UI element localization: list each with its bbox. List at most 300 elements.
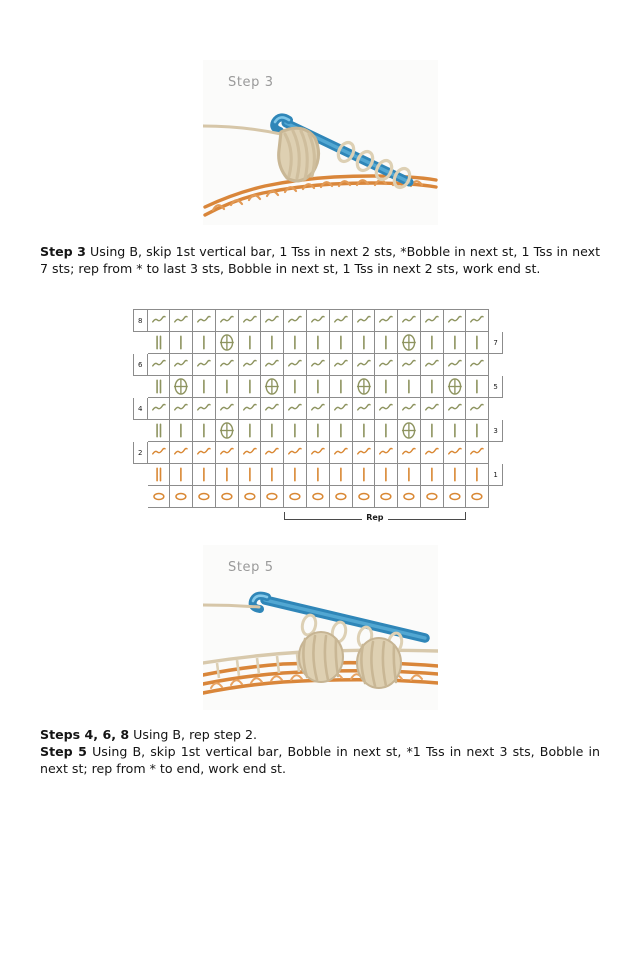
- bobble-oval: [398, 332, 420, 353]
- return-stitch-squiggle: [307, 398, 329, 419]
- chart-cell-r5-c9-tss: [329, 376, 352, 398]
- tunisian-simple-stitch-bar: [330, 332, 352, 353]
- chart-cell-r5-c3-tss: [193, 376, 216, 398]
- chart-row-8: [134, 310, 503, 332]
- return-stitch-squiggle: [398, 354, 420, 375]
- tunisian-simple-stitch-bar: [193, 464, 215, 485]
- tunisian-simple-stitch-bar: [307, 332, 329, 353]
- chart-cell-r2-c8-return: [307, 442, 330, 464]
- chart-cell-r2-c13-return: [420, 442, 443, 464]
- chart-cell-r3-c12-bobble: [398, 420, 421, 442]
- tunisian-simple-stitch-bar: [466, 332, 488, 353]
- chart-cell-r3-c7-tss: [284, 420, 307, 442]
- chain-oval: [216, 486, 238, 507]
- chain-oval: [170, 486, 192, 507]
- return-stitch-squiggle: [284, 354, 306, 375]
- chart-cell-r3-c3-tss: [193, 420, 216, 442]
- return-stitch-squiggle: [284, 442, 306, 463]
- chart-cell-r3-c13-tss: [420, 420, 443, 442]
- tunisian-simple-stitch-bar: [193, 376, 215, 397]
- return-stitch-squiggle: [375, 398, 397, 419]
- chain-oval: [261, 486, 283, 507]
- chart-cell-r7-c6-tss: [261, 332, 284, 354]
- chart-cell-r6-c10-return: [352, 354, 375, 376]
- bobble-oval: [216, 332, 238, 353]
- chart-cell-r2-c15-return: [466, 442, 489, 464]
- chain-oval: [421, 486, 443, 507]
- edge-double-bar: [148, 332, 170, 353]
- tunisian-simple-stitch-bar: [284, 420, 306, 441]
- return-stitch-squiggle: [398, 310, 420, 331]
- chart-cell-r0-c5-chain: [238, 486, 261, 508]
- chart-cell-r1-c3-tss: [193, 464, 216, 486]
- rep-bracket: [284, 508, 466, 530]
- chart-cell-r5-c5-tss: [238, 376, 261, 398]
- tunisian-simple-stitch-bar: [261, 420, 283, 441]
- step-5-illustration: [203, 545, 438, 710]
- return-stitch-squiggle: [466, 354, 488, 375]
- row-number-right-5: 5: [489, 376, 503, 398]
- chart-cell-r0-c10-chain: [352, 486, 375, 508]
- chart-cell-r5-c11-tss: [375, 376, 398, 398]
- tunisian-simple-stitch-bar: [307, 420, 329, 441]
- chart-row-5: [134, 376, 503, 398]
- chart-cell-r8-c3-return: [193, 310, 216, 332]
- return-stitch-squiggle: [466, 398, 488, 419]
- return-stitch-squiggle: [261, 310, 283, 331]
- return-stitch-squiggle: [330, 354, 352, 375]
- chart-cell-r1-c6-tss: [261, 464, 284, 486]
- chart-cell-r6-c2-return: [170, 354, 193, 376]
- tunisian-simple-stitch-bar: [330, 420, 352, 441]
- chart-cell-r1-c7-tss: [284, 464, 307, 486]
- chart-cell-r6-c3-return: [193, 354, 216, 376]
- chart-cell-r8-c8-return: [307, 310, 330, 332]
- chart-cell-r0-c7-chain: [284, 486, 307, 508]
- chart-cell-r1-c11-tss: [375, 464, 398, 486]
- chain-oval: [330, 486, 352, 507]
- chart-cell-r1-c8-tss: [307, 464, 330, 486]
- tunisian-simple-stitch-bar: [466, 464, 488, 485]
- chart-cell-r6-c11-return: [375, 354, 398, 376]
- return-stitch-squiggle: [330, 442, 352, 463]
- tunisian-simple-stitch-bar: [307, 376, 329, 397]
- row-number-left-8: 8: [134, 310, 148, 332]
- chart-cell-r7-c14-tss: [443, 332, 466, 354]
- step-5-text: Using B, skip 1st vertical bar, Bobble in next st, *1 Tss in next 3 sts, Bobble in next st; rep from * to end, work end st.: [40, 743, 601, 776]
- chart-cell-r1-c10-tss: [352, 464, 375, 486]
- row-number-left-blank: [134, 486, 148, 508]
- chart-cell-r4-c13-return: [420, 398, 443, 420]
- chart-cell-r0-c1-chain: [147, 486, 170, 508]
- tunisian-simple-stitch-bar: [284, 464, 306, 485]
- tunisian-simple-stitch-bar: [421, 464, 443, 485]
- return-stitch-squiggle: [148, 354, 170, 375]
- stitch-chart-body: [134, 310, 503, 530]
- return-stitch-squiggle: [444, 398, 466, 419]
- return-stitch-squiggle: [375, 442, 397, 463]
- chart-cell-r0-c13-chain: [420, 486, 443, 508]
- chart-cell-r1-c5-tss: [238, 464, 261, 486]
- chain-oval: [353, 486, 375, 507]
- chart-cell-r6-c15-return: [466, 354, 489, 376]
- chart-cell-r8-c6-return: [261, 310, 284, 332]
- chart-cell-r5-c6-bobble: [261, 376, 284, 398]
- row-number-right-blank: [489, 310, 503, 332]
- chart-cell-r0-c11-chain: [375, 486, 398, 508]
- chart-cell-r0-c9-chain: [329, 486, 352, 508]
- tunisian-simple-stitch-bar: [421, 376, 443, 397]
- chart-cell-r2-c11-return: [375, 442, 398, 464]
- chart-cell-r5-c8-tss: [307, 376, 330, 398]
- row-number-right-blank: [489, 486, 503, 508]
- chart-cell-r2-c14-return: [443, 442, 466, 464]
- return-stitch-squiggle: [421, 398, 443, 419]
- chart-cell-r3-c10-tss: [352, 420, 375, 442]
- chart-cell-r3-c2-tss: [170, 420, 193, 442]
- chart-cell-r7-c13-tss: [420, 332, 443, 354]
- chart-cell-r3-c1-edge: [147, 420, 170, 442]
- step-5-instructions: [40, 726, 600, 777]
- chart-cell-r5-c14-bobble: [443, 376, 466, 398]
- chart-cell-r6-c4-return: [215, 354, 238, 376]
- chart-cell-r7-c11-tss: [375, 332, 398, 354]
- return-stitch-squiggle: [193, 354, 215, 375]
- tunisian-simple-stitch-bar: [284, 376, 306, 397]
- chart-cell-r4-c8-return: [307, 398, 330, 420]
- row-number-right-blank: [489, 398, 503, 420]
- chart-cell-r4-c11-return: [375, 398, 398, 420]
- return-stitch-squiggle: [444, 310, 466, 331]
- row-number-right-3: 3: [489, 420, 503, 442]
- steps-468-heading: Steps 4, 6, 8: [40, 726, 130, 742]
- tunisian-simple-stitch-bar: [193, 332, 215, 353]
- step-3-text: Using B, skip 1st vertical bar, 1 Tss in next 2 sts, *Bobble in next st, 1 Tss in next 7 sts; rep from * to last 3 sts, Bobble in next st, 1 Tss in next 2 sts, work end st.: [40, 243, 601, 276]
- chart-cell-r2-c7-return: [284, 442, 307, 464]
- chain-oval: [444, 486, 466, 507]
- return-stitch-squiggle: [261, 354, 283, 375]
- chart-cell-r3-c14-tss: [443, 420, 466, 442]
- return-stitch-squiggle: [284, 398, 306, 419]
- tunisian-simple-stitch-bar: [307, 464, 329, 485]
- chart-cell-r8-c5-return: [238, 310, 261, 332]
- chart-cell-r2-c2-return: [170, 442, 193, 464]
- tunisian-simple-stitch-bar: [170, 332, 192, 353]
- chart-cell-r8-c7-return: [284, 310, 307, 332]
- chart-row-3: [134, 420, 503, 442]
- step-3-instructions: [40, 243, 600, 277]
- chart-cell-r4-c1-return: [147, 398, 170, 420]
- chart-cell-r0-c6-chain: [261, 486, 284, 508]
- chart-cell-r4-c6-return: [261, 398, 284, 420]
- chart-cell-r4-c9-return: [329, 398, 352, 420]
- row-number-left-4: 4: [134, 398, 148, 420]
- chart-cell-r6-c7-return: [284, 354, 307, 376]
- chart-row-6: [134, 354, 503, 376]
- return-stitch-squiggle: [170, 310, 192, 331]
- return-stitch-squiggle: [398, 398, 420, 419]
- step-5-photo: [203, 545, 438, 710]
- rep-bracket-trailing-space: [466, 508, 503, 530]
- tunisian-simple-stitch-bar: [239, 420, 261, 441]
- chart-cell-r5-c15-tss: [466, 376, 489, 398]
- step-3-heading: Step 3: [40, 243, 86, 259]
- return-stitch-squiggle: [353, 354, 375, 375]
- return-stitch-squiggle: [193, 310, 215, 331]
- chart-cell-r3-c9-tss: [329, 420, 352, 442]
- row-number-left-2: 2: [134, 442, 148, 464]
- tunisian-simple-stitch-bar: [193, 420, 215, 441]
- chart-cell-r4-c4-return: [215, 398, 238, 420]
- chart-cell-r1-c4-tss: [215, 464, 238, 486]
- chart-cell-r6-c8-return: [307, 354, 330, 376]
- return-stitch-squiggle: [421, 310, 443, 331]
- return-stitch-squiggle: [239, 442, 261, 463]
- chain-oval: [375, 486, 397, 507]
- return-stitch-squiggle: [421, 354, 443, 375]
- chart-row-7: [134, 332, 503, 354]
- tunisian-simple-stitch-bar: [398, 464, 420, 485]
- return-stitch-squiggle: [216, 310, 238, 331]
- chart-cell-r5-c4-tss: [215, 376, 238, 398]
- return-stitch-squiggle: [307, 310, 329, 331]
- return-stitch-squiggle: [148, 442, 170, 463]
- return-stitch-squiggle: [353, 442, 375, 463]
- tunisian-simple-stitch-bar: [375, 420, 397, 441]
- return-stitch-squiggle: [330, 310, 352, 331]
- bobble-oval: [353, 376, 375, 397]
- chart-cell-r6-c5-return: [238, 354, 261, 376]
- chain-oval: [398, 486, 420, 507]
- steps-468-line: [40, 726, 600, 743]
- return-stitch-squiggle: [307, 442, 329, 463]
- chain-oval: [239, 486, 261, 507]
- chart-cell-r8-c12-return: [398, 310, 421, 332]
- chart-cell-r2-c1-return: [147, 442, 170, 464]
- chart-cell-r2-c9-return: [329, 442, 352, 464]
- return-stitch-squiggle: [444, 354, 466, 375]
- return-stitch-squiggle: [284, 310, 306, 331]
- chart-cell-r2-c10-return: [352, 442, 375, 464]
- chart-cell-r7-c4-bobble: [215, 332, 238, 354]
- chart-cell-r4-c7-return: [284, 398, 307, 420]
- chart-cell-r1-c13-tss: [420, 464, 443, 486]
- chart-cell-r8-c15-return: [466, 310, 489, 332]
- tunisian-simple-stitch-bar: [353, 420, 375, 441]
- chart-cell-r5-c1-edge: [147, 376, 170, 398]
- tunisian-simple-stitch-bar: [353, 332, 375, 353]
- step-5-line: [40, 744, 600, 776]
- return-stitch-squiggle: [216, 354, 238, 375]
- chart-row-foundation: [134, 486, 503, 508]
- chart-cell-r4-c2-return: [170, 398, 193, 420]
- tunisian-simple-stitch-bar: [444, 332, 466, 353]
- chart-cell-r7-c1-edge: [147, 332, 170, 354]
- tunisian-simple-stitch-bar: [444, 420, 466, 441]
- chart-cell-r3-c15-tss: [466, 420, 489, 442]
- rep-bracket-row: [134, 508, 503, 530]
- chain-oval: [148, 486, 170, 507]
- row-number-left-6: 6: [134, 354, 148, 376]
- chart-cell-r7-c10-tss: [352, 332, 375, 354]
- return-stitch-squiggle: [170, 442, 192, 463]
- chart-cell-r5-c13-tss: [420, 376, 443, 398]
- chart-cell-r6-c6-return: [261, 354, 284, 376]
- tunisian-simple-stitch-bar: [330, 464, 352, 485]
- return-stitch-squiggle: [330, 398, 352, 419]
- step-5-heading: Step 5: [40, 743, 87, 759]
- chart-cell-r8-c2-return: [170, 310, 193, 332]
- chart-cell-r4-c10-return: [352, 398, 375, 420]
- tunisian-simple-stitch-bar: [170, 464, 192, 485]
- chart-cell-r5-c12-tss: [398, 376, 421, 398]
- chart-cell-r8-c10-return: [352, 310, 375, 332]
- return-stitch-squiggle: [398, 442, 420, 463]
- edge-double-bar: [148, 464, 170, 485]
- row-number-left-blank: [134, 332, 148, 354]
- return-stitch-squiggle: [148, 398, 170, 419]
- chart-cell-r1-c14-tss: [443, 464, 466, 486]
- chart-cell-r4-c3-return: [193, 398, 216, 420]
- chart-cell-r1-c2-tss: [170, 464, 193, 486]
- return-stitch-squiggle: [421, 442, 443, 463]
- chart-cell-r1-c12-tss: [398, 464, 421, 486]
- chart-cell-r7-c5-tss: [238, 332, 261, 354]
- tunisian-simple-stitch-bar: [421, 420, 443, 441]
- tunisian-simple-stitch-bar: [375, 376, 397, 397]
- row-number-left-blank: [134, 464, 148, 486]
- return-stitch-squiggle: [375, 354, 397, 375]
- return-stitch-squiggle: [148, 310, 170, 331]
- chart-cell-r8-c4-return: [215, 310, 238, 332]
- step-3-illustration: [203, 60, 438, 225]
- chart-cell-r3-c5-tss: [238, 420, 261, 442]
- return-stitch-squiggle: [170, 354, 192, 375]
- chart-cell-r0-c3-chain: [193, 486, 216, 508]
- return-stitch-squiggle: [466, 442, 488, 463]
- row-number-right-blank: [489, 442, 503, 464]
- chart-cell-r5-c7-tss: [284, 376, 307, 398]
- bobble-oval: [398, 420, 420, 441]
- row-number-right-blank: [489, 354, 503, 376]
- tunisian-simple-stitch-bar: [239, 464, 261, 485]
- return-stitch-squiggle: [239, 310, 261, 331]
- row-number-left-blank: [134, 420, 148, 442]
- chart-cell-r6-c9-return: [329, 354, 352, 376]
- chart-cell-r0-c2-chain: [170, 486, 193, 508]
- chart-cell-r7-c12-bobble: [398, 332, 421, 354]
- chart-cell-r8-c11-return: [375, 310, 398, 332]
- chart-cell-r0-c8-chain: [307, 486, 330, 508]
- chain-oval: [466, 486, 488, 507]
- chart-cell-r6-c14-return: [443, 354, 466, 376]
- bobble-oval: [444, 376, 466, 397]
- bobble-oval: [261, 376, 283, 397]
- chart-cell-r7-c7-tss: [284, 332, 307, 354]
- tunisian-simple-stitch-bar: [261, 332, 283, 353]
- tunisian-simple-stitch-bar: [261, 464, 283, 485]
- chart-cell-r2-c4-return: [215, 442, 238, 464]
- return-stitch-squiggle: [239, 398, 261, 419]
- step-3-photo-label: Step 3: [228, 75, 274, 90]
- return-stitch-squiggle: [239, 354, 261, 375]
- chart-cell-r3-c6-tss: [261, 420, 284, 442]
- chain-oval: [193, 486, 215, 507]
- chain-oval: [284, 486, 306, 507]
- edge-double-bar: [148, 376, 170, 397]
- chart-cell-r2-c12-return: [398, 442, 421, 464]
- return-stitch-squiggle: [307, 354, 329, 375]
- chart-cell-r7-c15-tss: [466, 332, 489, 354]
- return-stitch-squiggle: [193, 398, 215, 419]
- chart-cell-r1-c9-tss: [329, 464, 352, 486]
- rep-bracket-leading-space: [134, 508, 284, 530]
- chart-cell-r6-c13-return: [420, 354, 443, 376]
- chart-cell-r5-c10-bobble: [352, 376, 375, 398]
- chart-cell-r2-c6-return: [261, 442, 284, 464]
- chart-cell-r7-c9-tss: [329, 332, 352, 354]
- return-stitch-squiggle: [170, 398, 192, 419]
- tunisian-simple-stitch-bar: [444, 464, 466, 485]
- chart-cell-r1-c15-tss: [466, 464, 489, 486]
- chart-cell-r3-c8-tss: [307, 420, 330, 442]
- return-stitch-squiggle: [375, 310, 397, 331]
- chart-cell-r0-c14-chain: [443, 486, 466, 508]
- chart-cell-r3-c4-bobble: [215, 420, 238, 442]
- step-5-photo-label: Step 5: [228, 560, 274, 575]
- edge-double-bar: [148, 420, 170, 441]
- tunisian-simple-stitch-bar: [216, 376, 238, 397]
- chart-cell-r8-c1-return: [147, 310, 170, 332]
- return-stitch-squiggle: [353, 310, 375, 331]
- tunisian-simple-stitch-bar: [398, 376, 420, 397]
- tunisian-simple-stitch-bar: [421, 332, 443, 353]
- steps-468-text: Using B, rep step 2.: [129, 726, 257, 742]
- chart-cell-r0-c12-chain: [398, 486, 421, 508]
- chart-cell-r6-c12-return: [398, 354, 421, 376]
- tunisian-simple-stitch-bar: [466, 420, 488, 441]
- row-number-right-1: 1: [489, 464, 503, 486]
- chart-row-4: [134, 398, 503, 420]
- chart-cell-r4-c14-return: [443, 398, 466, 420]
- chart-cell-r7-c3-tss: [193, 332, 216, 354]
- chart-cell-r4-c5-return: [238, 398, 261, 420]
- stitch-chart: [133, 309, 503, 529]
- return-stitch-squiggle: [261, 442, 283, 463]
- row-number-left-blank: [134, 376, 148, 398]
- bobble-oval: [170, 376, 192, 397]
- chart-cell-r1-c1-edge: [147, 464, 170, 486]
- tunisian-simple-stitch-bar: [239, 332, 261, 353]
- tunisian-simple-stitch-bar: [466, 376, 488, 397]
- chart-cell-r5-c2-bobble: [170, 376, 193, 398]
- chart-cell-r0-c4-chain: [215, 486, 238, 508]
- return-stitch-squiggle: [444, 442, 466, 463]
- chart-cell-r3-c11-tss: [375, 420, 398, 442]
- return-stitch-squiggle: [193, 442, 215, 463]
- tunisian-simple-stitch-bar: [170, 420, 192, 441]
- bobble-oval: [216, 420, 238, 441]
- chart-cell-r8-c13-return: [420, 310, 443, 332]
- return-stitch-squiggle: [216, 398, 238, 419]
- chart-cell-r8-c9-return: [329, 310, 352, 332]
- tunisian-simple-stitch-bar: [375, 464, 397, 485]
- return-stitch-squiggle: [466, 310, 488, 331]
- chart-cell-r2-c5-return: [238, 442, 261, 464]
- tunisian-simple-stitch-bar: [284, 332, 306, 353]
- step-3-photo: [203, 60, 438, 225]
- row-number-right-7: 7: [489, 332, 503, 354]
